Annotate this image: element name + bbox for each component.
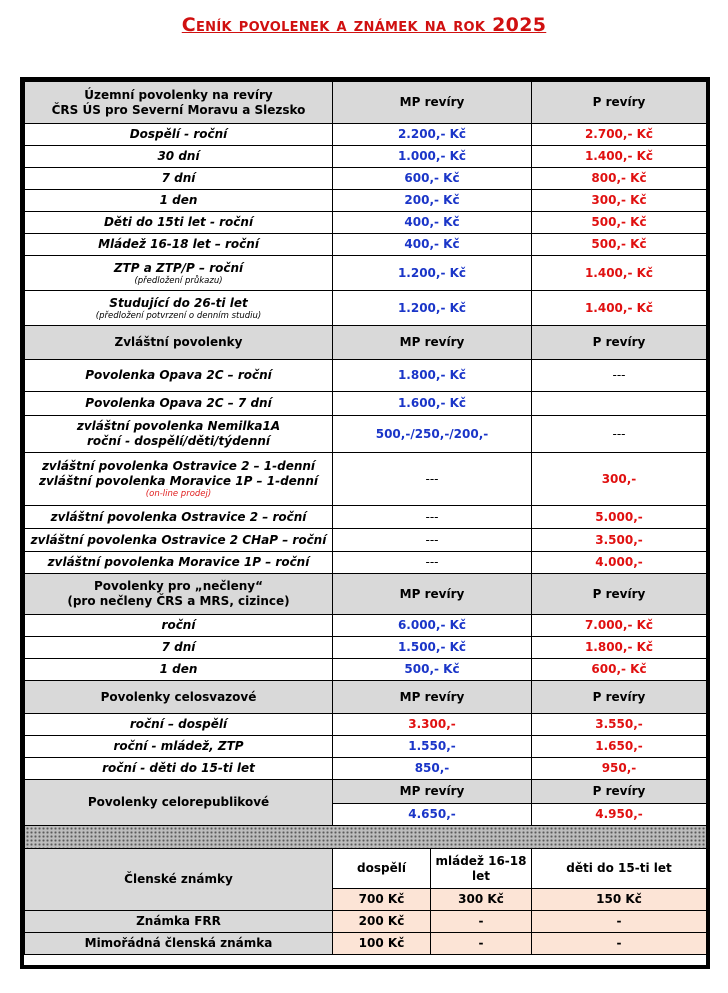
col-p-header: P revíry — [532, 574, 707, 615]
row-label — [25, 453, 333, 506]
mp-price: 6.000,- Kč — [333, 615, 532, 637]
mp-price: --- — [333, 453, 532, 506]
table-row — [25, 529, 707, 552]
col-youth-header: mládež 16-18 let — [431, 849, 532, 889]
p-price: 500,- Kč — [532, 234, 707, 256]
youth-price: 300 Kč — [431, 889, 532, 911]
row-label: Dospělí - roční — [25, 124, 333, 146]
row-label-line1: zvláštní povolenka Ostravice 2 – 1-denní — [41, 458, 316, 473]
p-price: 1.400,- Kč — [532, 146, 707, 168]
mp-price: 4.650,- — [333, 804, 532, 826]
p-price: 4.000,- — [532, 552, 707, 574]
table-row — [25, 212, 707, 234]
row-label: zvláštní povolenka Moravice 1P – roční — [25, 552, 333, 574]
mp-price: --- — [333, 529, 532, 552]
table-row — [25, 736, 707, 758]
mp-price: 1.550,- — [333, 736, 532, 758]
table-row — [25, 911, 707, 933]
nonmembers-header-line1: Povolenky pro „nečleny“ — [94, 579, 263, 593]
mp-price: 600,- Kč — [333, 168, 532, 190]
price-table — [24, 81, 707, 955]
p-price: 300,- — [532, 453, 707, 506]
table-row — [25, 291, 707, 326]
row-label: roční – dospělí — [25, 714, 333, 736]
col-children-header: děti do 15-ti let — [532, 849, 707, 889]
row-label: Povolenka Opava 2C – 7 dní — [25, 392, 333, 416]
p-price: 1.400,- Kč — [532, 291, 707, 326]
table-row — [25, 256, 707, 291]
row-label: zvláštní povolenka Ostravice 2 – roční — [25, 506, 333, 529]
p-price: 3.550,- — [532, 714, 707, 736]
mp-price: 500,- Kč — [333, 659, 532, 681]
frr-adult-price: 200 Kč — [333, 911, 431, 933]
row-label: roční — [25, 615, 333, 637]
col-mp-header: MP revíry — [333, 780, 532, 804]
mp-price: 1.500,- Kč — [333, 637, 532, 659]
table-row — [25, 506, 707, 529]
col-p-header: P revíry — [532, 326, 707, 360]
table-row — [25, 190, 707, 212]
row-label: 1 den — [25, 190, 333, 212]
row-label — [25, 256, 333, 291]
row-label: 30 dní — [25, 146, 333, 168]
p-price: 3.500,- — [532, 529, 707, 552]
col-adult-header: dospělí — [333, 849, 431, 889]
col-mp-header: MP revíry — [333, 326, 532, 360]
territorial-header — [25, 82, 333, 124]
mp-price: 3.300,- — [333, 714, 532, 736]
mp-price: 500,-/250,-/200,- — [333, 416, 532, 453]
p-price: --- — [532, 360, 707, 392]
p-price: --- — [532, 416, 707, 453]
row-label: roční - mládež, ZTP — [25, 736, 333, 758]
territorial-header-line2: ČRS ÚS pro Severní Moravu a Slezsko — [51, 102, 306, 117]
col-p-header: P revíry — [532, 82, 707, 124]
special-header-row — [25, 326, 707, 360]
mp-price: 400,- Kč — [333, 234, 532, 256]
col-p-header: P revíry — [532, 681, 707, 714]
row-label: zvláštní povolenka Ostravice 2 CHaP – roční — [25, 529, 333, 552]
col-mp-header: MP revíry — [333, 681, 532, 714]
p-price: 4.950,- — [532, 804, 707, 826]
p-price: 950,- — [532, 758, 707, 780]
row-label: Mládež 16-18 let – roční — [25, 234, 333, 256]
table-row — [25, 124, 707, 146]
nonmembers-header-row — [25, 574, 707, 615]
page-title: Ceník povolenek a známek na rok 2025 — [181, 14, 547, 36]
extra-youth-price: - — [431, 933, 532, 955]
p-price: 800,- Kč — [532, 168, 707, 190]
extra-adult-price: 100 Kč — [333, 933, 431, 955]
national-header: Povolenky celorepublikové — [25, 780, 333, 826]
table-row — [25, 615, 707, 637]
children-price: 150 Kč — [532, 889, 707, 911]
table-row — [25, 168, 707, 190]
mp-price: 1.800,- Kč — [333, 360, 532, 392]
extra-children-price: - — [532, 933, 707, 955]
mp-price: 1.600,- Kč — [333, 392, 532, 416]
col-p-header: P revíry — [532, 780, 707, 804]
p-price: 2.700,- Kč — [532, 124, 707, 146]
row-label: roční - děti do 15-ti let — [25, 758, 333, 780]
row-label-line1: zvláštní povolenka Nemilka1A — [76, 419, 281, 433]
nonmembers-header — [25, 574, 333, 615]
row-label: Děti do 15ti let - roční — [25, 212, 333, 234]
row-label: 7 dní — [25, 637, 333, 659]
row-label-note: (předložení potvrzení o denním studiu) — [95, 310, 262, 321]
pattern-separator — [25, 826, 707, 849]
table-row — [25, 234, 707, 256]
row-label-main: Studující do 26-ti let — [109, 295, 248, 310]
row-label-main: ZTP a ZTP/P – roční — [113, 260, 244, 275]
p-price: 300,- Kč — [532, 190, 707, 212]
nonmembers-header-line2: (pro nečleny ČRS a MRS, cizince) — [67, 594, 290, 608]
p-price: 5.000,- — [532, 506, 707, 529]
mp-price: 850,- — [333, 758, 532, 780]
membership-label: Členské známky — [25, 849, 333, 911]
union-header-row — [25, 681, 707, 714]
mp-price: 200,- Kč — [333, 190, 532, 212]
mp-price: 2.200,- Kč — [333, 124, 532, 146]
p-price: 600,- Kč — [532, 659, 707, 681]
row-label-line2: roční - dospělí/děti/týdenní — [86, 434, 271, 448]
p-price: 7.000,- Kč — [532, 615, 707, 637]
frr-youth-price: - — [431, 911, 532, 933]
row-label-line2: zvláštní povolenka Moravice 1P – 1-denní — [38, 473, 318, 488]
p-price: 500,- Kč — [532, 212, 707, 234]
adult-price: 700 Kč — [333, 889, 431, 911]
price-table-frame — [20, 77, 710, 969]
frr-label: Známka FRR — [25, 911, 333, 933]
table-row — [25, 360, 707, 392]
table-row — [25, 552, 707, 574]
row-label: 7 dní — [25, 168, 333, 190]
mp-price: 1.200,- Kč — [333, 291, 532, 326]
row-label: Povolenka Opava 2C – roční — [25, 360, 333, 392]
union-header: Povolenky celosvazové — [25, 681, 333, 714]
table-row — [25, 758, 707, 780]
col-mp-header: MP revíry — [333, 574, 532, 615]
mp-price: --- — [333, 506, 532, 529]
online-sale-note: (on-line prodej) — [145, 488, 212, 499]
row-label — [25, 291, 333, 326]
table-row — [25, 416, 707, 453]
row-label: 1 den — [25, 659, 333, 681]
table-row — [25, 453, 707, 506]
p-price — [532, 392, 707, 416]
territorial-header-row — [25, 82, 707, 124]
table-row — [25, 637, 707, 659]
membership-header-row — [25, 849, 707, 889]
p-price: 1.800,- Kč — [532, 637, 707, 659]
table-row — [25, 392, 707, 416]
frr-children-price: - — [532, 911, 707, 933]
mp-price: 400,- Kč — [333, 212, 532, 234]
row-label-note: (předložení průkazu) — [134, 275, 223, 286]
col-mp-header: MP revíry — [333, 82, 532, 124]
p-price: 1.650,- — [532, 736, 707, 758]
p-price: 1.400,- Kč — [532, 256, 707, 291]
mp-price: 1.000,- Kč — [333, 146, 532, 168]
table-row — [25, 714, 707, 736]
special-header: Zvláštní povolenky — [25, 326, 333, 360]
mp-price: 1.200,- Kč — [333, 256, 532, 291]
row-label — [25, 416, 333, 453]
table-row — [25, 933, 707, 955]
extra-label: Mimořádná členská známka — [25, 933, 333, 955]
mp-price: --- — [333, 552, 532, 574]
table-row — [25, 146, 707, 168]
table-row — [25, 659, 707, 681]
territorial-header-line1: Územní povolenky na revíry — [84, 87, 273, 102]
national-header-row — [25, 780, 707, 804]
dotted-divider — [25, 826, 707, 849]
